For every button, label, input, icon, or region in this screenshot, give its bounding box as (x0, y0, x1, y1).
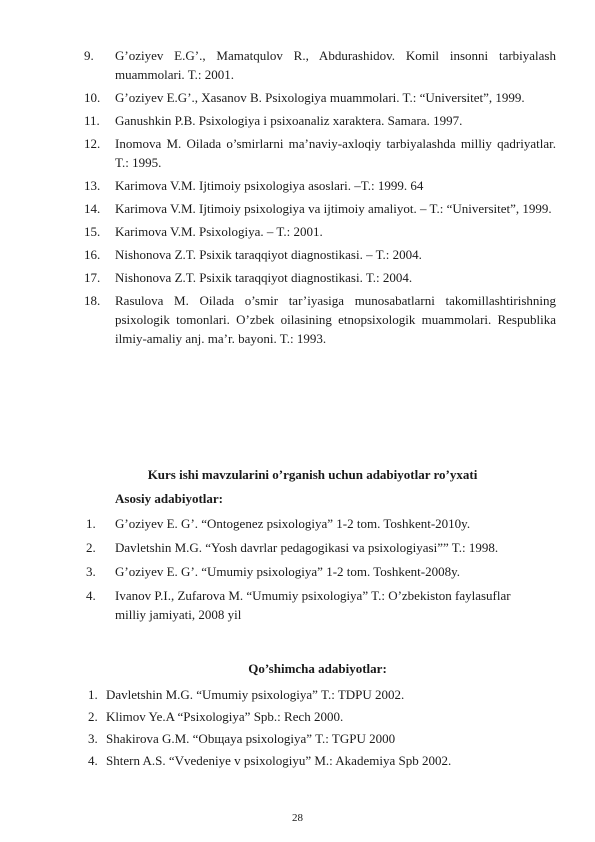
list-item (84, 46, 556, 84)
list-item (88, 729, 548, 748)
list-item (86, 562, 556, 581)
list-item (86, 514, 556, 533)
item-text: Inomova M. Oilada o’smirlarni ma’naviy-axloqiy tarbiyalashda milliy qadriyatlar. T.: 1995. (115, 136, 556, 170)
list-item (88, 707, 548, 726)
item-text: G’oziyev E.G’., Mamatqulov R., Abdurashidov. Komil insonni tarbiyalash muammolari. T.: 2001. (115, 48, 556, 82)
list-item (84, 268, 556, 287)
section-title: Kurs ishi mavzularini o’rganish uchun adabiyotlar ro’yxati (147, 467, 478, 482)
item-number: 3. (88, 731, 98, 746)
list-item (84, 245, 556, 264)
item-text: Shtern A.S. “Vvedeniye v psixologiyu” M.: Akademiya Spb 2002. (106, 753, 452, 768)
item-text: Nishonova Z.T. Psixik taraqqiyot diagnostikasi. T.: 2004. (115, 270, 413, 285)
item-text: G’oziyev E. G’. “Ontogenez psixologiya” 1-2 tom. Toshkent-2010y. (115, 516, 471, 531)
item-text: Davletshin M.G. “Yosh davrlar pedagogikasi va psixologiyasi”” T.: 1998. (115, 540, 499, 555)
item-number: 4. (88, 753, 98, 768)
item-number: 3. (86, 564, 96, 579)
item-text: Rasulova M. Oilada o’smir tar’iyasiga munosabatlarni takomillashtirishning psixologik tomonlari. O’zbek oilasining etnopsixologik muammolari. Respublika ilmiy-amaliy anj. ma’r. bayoni. T.: 1993. (115, 293, 556, 346)
list-item (84, 176, 556, 195)
item-number: 2. (88, 709, 98, 724)
list-item (84, 199, 556, 218)
item-number: 16. (84, 247, 101, 262)
list-item (84, 291, 556, 348)
item-number: 1. (88, 687, 98, 702)
item-text: Ganushkin P.B. Psixologiya i psixoanaliz xaraktera. Samara. 1997. (115, 113, 463, 128)
page-number: 28 (292, 812, 303, 824)
item-number: 1. (86, 516, 96, 531)
list-item (86, 538, 556, 557)
item-text: Shakirova G.M. “Obщaya psixologiya” T.: TGPU 2000 (106, 731, 396, 746)
item-number: 4. (86, 588, 96, 603)
item-text: G’oziyev E. G’. “Umumiy psixologiya” 1-2 tom. Toshkent-2008y. (115, 564, 460, 579)
references-additional-list (88, 685, 548, 773)
references-main-list (84, 46, 556, 352)
item-text: Davletshin M.G. “Umumiy psixologiya” T.: TDPU 2002. (106, 687, 405, 702)
item-number: 10. (84, 90, 101, 105)
list-item (84, 111, 556, 130)
item-text: Karimova V.M. Psixologiya. – T.: 2001. (115, 224, 323, 239)
list-item (88, 751, 548, 770)
list-item (88, 685, 548, 704)
item-text: Klimov Ye.A “Psixologiya” Spb.: Rech 2000. (106, 709, 344, 724)
item-number: 12. (84, 136, 101, 151)
item-number: 14. (84, 201, 101, 216)
item-number: 18. (84, 293, 101, 308)
list-item (84, 134, 556, 172)
item-number: 9. (84, 48, 94, 63)
item-number: 17. (84, 270, 101, 285)
item-text: G’oziyev E.G’., Xasanov B. Psixologiya muammolari. T.: “Universitet”, 1999. (115, 90, 525, 105)
item-number: 13. (84, 178, 101, 193)
basic-literature-title: Asosiy adabiyotlar: (115, 491, 223, 506)
references-basic-list (86, 514, 556, 629)
item-text: Karimova V.M. Ijtimoiy psixologiya asoslari. –T.: 1999. 64 (115, 178, 424, 193)
additional-literature-title: Qo’shimcha adabiyotlar: (248, 661, 387, 676)
list-item (86, 586, 556, 624)
item-number: 15. (84, 224, 101, 239)
item-number: 11. (84, 113, 100, 128)
list-item (84, 222, 556, 241)
item-text: Nishonova Z.T. Psixik taraqqiyot diagnostikasi. – T.: 2004. (115, 247, 422, 262)
item-text: Karimova V.M. Ijtimoiy psixologiya va ijtimoiy amaliyot. – T.: “Universitet”, 1999. (115, 201, 552, 216)
item-text: Ivanov P.I., Zufarova M. “Umumiy psixologiya” T.: O’zbekiston faylasuflar milliy jamiyati, 2008 yil (115, 588, 511, 622)
item-number: 2. (86, 540, 96, 555)
list-item (84, 88, 556, 107)
